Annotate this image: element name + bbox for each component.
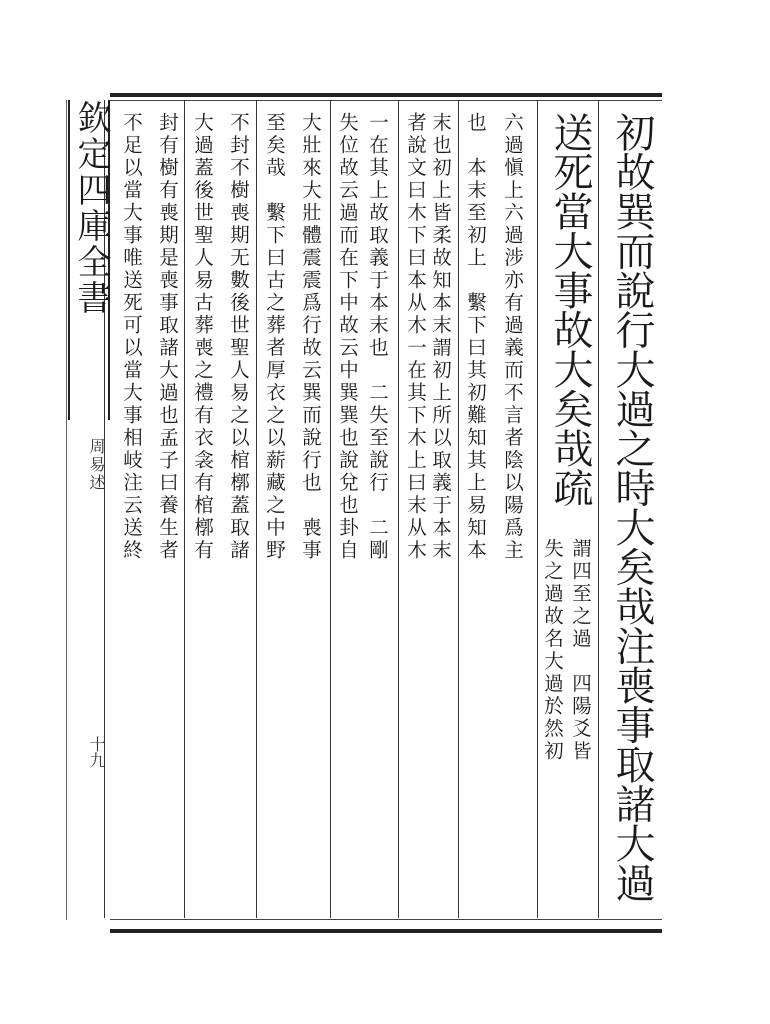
column-divider <box>256 100 257 918</box>
text-column-13: 封有樹有喪期是喪事取諸大過也孟子曰養生者 <box>156 112 179 562</box>
text-column-2-note-b: 失之過故名大過於然初 <box>541 538 564 763</box>
margin-outer-rule <box>66 100 67 920</box>
text-column-12: 大過蓋後世聖人易古葬喪之禮有衣衾有棺槨有 <box>191 112 214 562</box>
text-column-14: 不足以當大事唯送死可以當大事相岐注云送終 <box>120 112 143 562</box>
text-column-6: 者說文曰木下曰本从木一在其下木上曰末从木 <box>404 112 427 562</box>
text-column-11: 不封不樹喪期无數後世聖人易之以棺槨蓋取諸 <box>227 112 250 562</box>
column-divider <box>537 100 538 918</box>
column-divider <box>598 100 599 918</box>
margin-title: 欽定四庫全書 <box>68 100 110 420</box>
text-column-7: 一在其上故取義于本末也 二失至說行 二剛 <box>366 112 389 562</box>
text-column-5: 末也初上皆柔故知本末謂初上所以取義于本末 <box>429 112 452 562</box>
column-divider <box>184 100 185 918</box>
text-column-2: 送死當大事故大矣哉疏 <box>547 112 593 507</box>
column-divider <box>398 100 399 918</box>
column-divider <box>330 100 331 918</box>
margin-book-title: 周易述 <box>87 438 106 492</box>
text-column-1: 初故巽而說行大過之時大矣哉注喪事取諸大過 <box>609 112 655 902</box>
margin-page-number: 十九 <box>87 736 106 768</box>
text-column-4: 也 本末至初上 繫下曰其初難知其上易知本 <box>464 112 487 562</box>
text-column-9: 大壯來大壯體震震爲行故云巽而說行也 喪事 <box>299 112 322 562</box>
text-column-8: 失位故云過而在下中故云中巽巽也說兌也卦自 <box>336 112 359 562</box>
text-column-3: 六過愼上六過涉亦有過義而不言者陰以陽爲主 <box>501 112 524 562</box>
column-divider <box>458 100 459 918</box>
text-column-2-note-a: 謂四至之過 四陽爻皆 <box>569 538 592 763</box>
text-column-10: 至矣哉 繫下曰古之葬者厚衣之以薪藏之中野 <box>263 112 286 562</box>
